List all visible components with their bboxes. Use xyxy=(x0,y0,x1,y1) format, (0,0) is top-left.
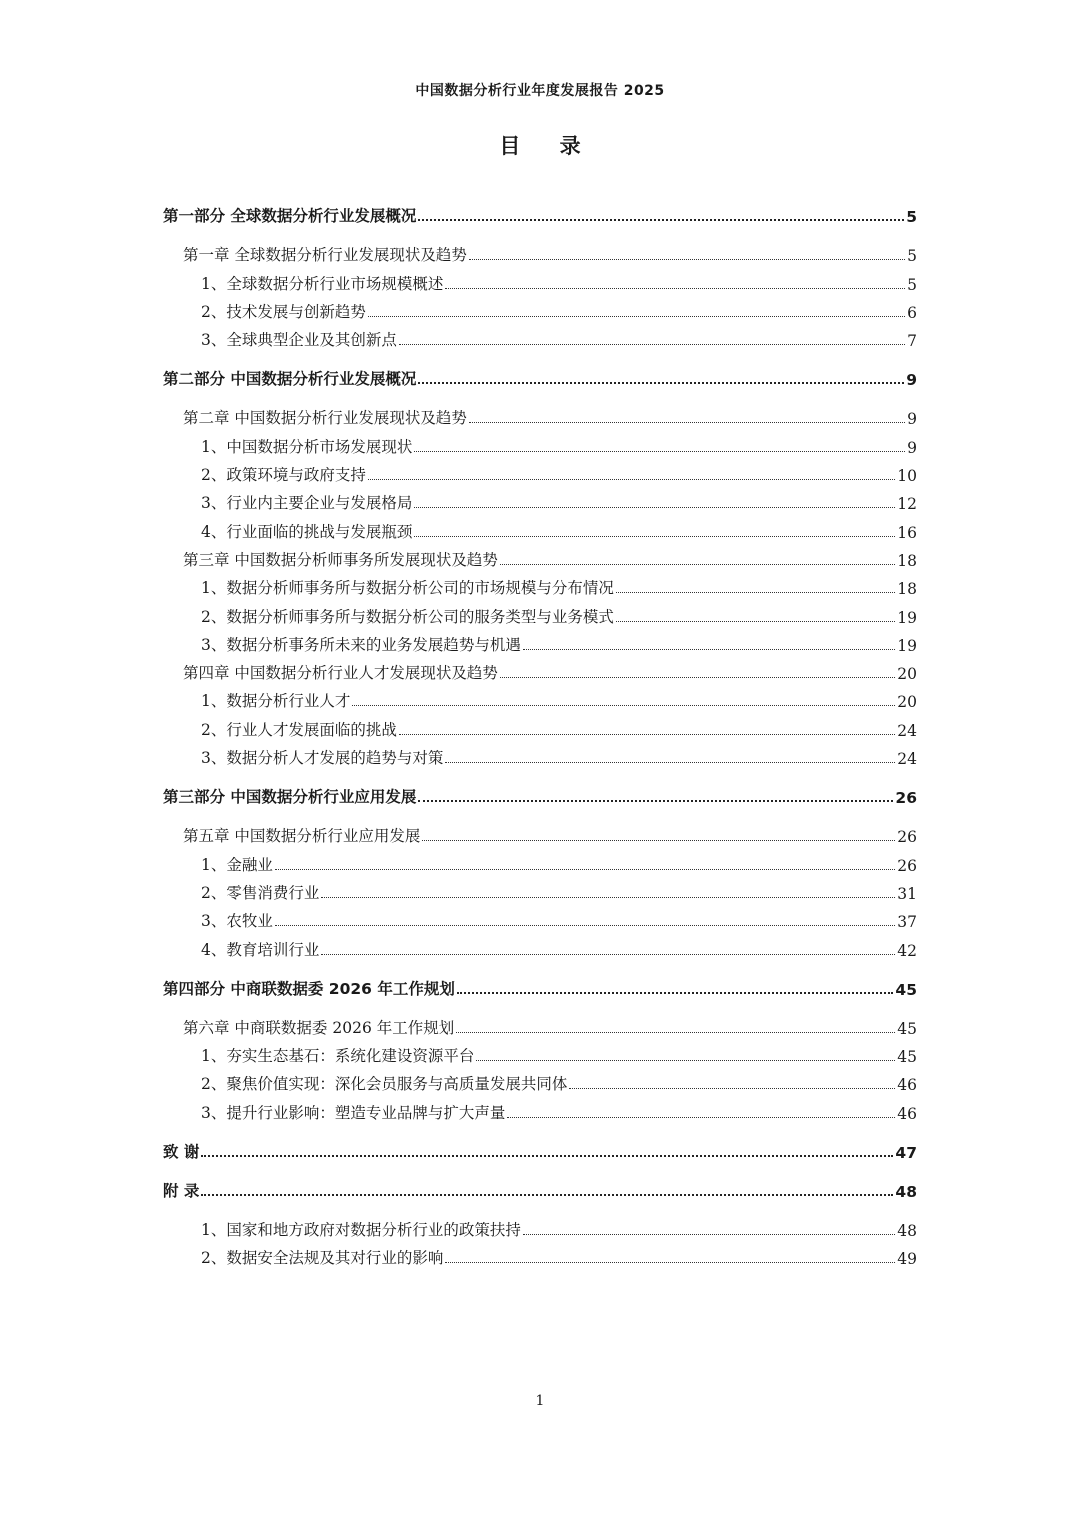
toc-entry-section[interactable] xyxy=(163,294,917,322)
dot-leader xyxy=(414,451,905,452)
toc-entry-page: 7 xyxy=(907,332,917,351)
toc-entry-chapter[interactable] xyxy=(163,655,917,683)
dot-leader xyxy=(523,1234,895,1235)
toc-entry-page: 20 xyxy=(897,665,917,684)
toc-entry-section[interactable] xyxy=(163,265,917,293)
dot-leader xyxy=(321,954,895,955)
dot-leader xyxy=(201,1155,893,1157)
toc-entry-page: 12 xyxy=(897,495,917,514)
toc-entry-section[interactable] xyxy=(163,457,917,485)
dot-leader xyxy=(445,1262,895,1263)
dot-leader xyxy=(418,382,904,384)
toc-entry-page: 26 xyxy=(897,828,917,847)
toc-entry-part[interactable] xyxy=(163,971,917,999)
toc-entry-chapter[interactable] xyxy=(163,542,917,570)
table-of-contents xyxy=(163,198,917,1268)
toc-entry-page: 19 xyxy=(897,636,917,655)
dot-leader xyxy=(445,288,905,289)
toc-entry-section[interactable] xyxy=(163,875,917,903)
toc-entry-page: 9 xyxy=(907,438,917,457)
toc-entry-part[interactable] xyxy=(163,361,917,389)
toc-entry-page: 49 xyxy=(897,1250,917,1269)
toc-entry-section[interactable] xyxy=(163,846,917,874)
toc-entry-label: 致 谢 xyxy=(163,1142,200,1161)
toc-entry-section[interactable] xyxy=(163,1094,917,1122)
toc-entry-label: 第一章 全球数据分析行业发展现状及趋势 xyxy=(183,246,467,265)
toc-entry-label: 3、数据分析人才发展的趋势与对策 xyxy=(201,749,444,768)
toc-entry-section[interactable] xyxy=(163,1066,917,1094)
toc-entry-label: 2、行业人才发展面临的挑战 xyxy=(201,720,397,739)
toc-entry-section[interactable] xyxy=(163,1038,917,1066)
toc-entry-label: 1、全球数据分析行业市场规模概述 xyxy=(201,274,444,293)
toc-entry-section[interactable] xyxy=(163,627,917,655)
dot-leader xyxy=(414,536,895,537)
dot-leader xyxy=(457,992,894,994)
dot-leader xyxy=(569,1088,895,1089)
toc-entry-label: 3、提升行业影响：塑造专业品牌与扩大声量 xyxy=(201,1103,506,1122)
toc-entry-section[interactable] xyxy=(163,570,917,598)
toc-entry-label: 1、数据分析行业人才 xyxy=(201,692,351,711)
toc-entry-page: 37 xyxy=(897,913,917,932)
toc-entry-page: 46 xyxy=(897,1076,917,1095)
toc-entry-page: 5 xyxy=(907,275,917,294)
page-number: 1 xyxy=(535,1393,545,1409)
toc-entry-label: 2、政策环境与政府支持 xyxy=(201,466,366,485)
dot-leader xyxy=(422,840,895,841)
toc-entry-section[interactable] xyxy=(163,711,917,739)
dot-leader xyxy=(352,705,895,706)
toc-entry-page: 45 xyxy=(895,980,917,999)
dot-leader xyxy=(523,649,895,650)
dot-leader xyxy=(368,316,905,317)
toc-entry-label: 2、零售消费行业 xyxy=(201,883,320,902)
toc-entry-section[interactable] xyxy=(163,322,917,350)
toc-entry-page: 9 xyxy=(906,371,917,390)
toc-entry-chapter[interactable] xyxy=(163,400,917,428)
toc-entry-label: 1、金融业 xyxy=(201,855,273,874)
toc-entry-label: 3、数据分析事务所未来的业务发展趋势与机遇 xyxy=(201,635,521,654)
toc-entry-page: 42 xyxy=(897,941,917,960)
toc-entry-part[interactable] xyxy=(163,779,917,807)
toc-entry-page: 26 xyxy=(895,789,917,808)
toc-entry-page: 48 xyxy=(897,1222,917,1241)
dot-leader xyxy=(500,564,895,565)
toc-entry-label: 附 录 xyxy=(163,1181,200,1200)
dot-leader xyxy=(201,1194,893,1196)
dot-leader xyxy=(399,734,895,735)
toc-entry-page: 16 xyxy=(897,523,917,542)
toc-entry-section[interactable] xyxy=(163,428,917,456)
toc-entry-page: 5 xyxy=(907,247,917,266)
toc-entry-page: 46 xyxy=(897,1104,917,1123)
dot-leader xyxy=(445,762,895,763)
toc-entry-label: 2、技术发展与创新趋势 xyxy=(201,302,366,321)
toc-entry-page: 45 xyxy=(897,1019,917,1038)
toc-entry-label: 第五章 中国数据分析行业应用发展 xyxy=(183,827,421,846)
toc-entry-page: 20 xyxy=(897,693,917,712)
dot-leader xyxy=(616,592,895,593)
toc-entry-section[interactable] xyxy=(163,683,917,711)
toc-entry-page: 48 xyxy=(895,1182,917,1201)
toc-entry-label: 第三部分 中国数据分析行业应用发展 xyxy=(163,788,417,807)
toc-entry-page: 26 xyxy=(897,856,917,875)
toc-entry-chapter[interactable] xyxy=(163,237,917,265)
dot-leader xyxy=(507,1117,895,1118)
toc-entry-page: 10 xyxy=(897,467,917,486)
toc-entry-label: 1、夯实生态基石：系统化建设资源平台 xyxy=(201,1047,475,1066)
toc-entry-label: 1、数据分析师事务所与数据分析公司的市场规模与分布情况 xyxy=(201,579,614,598)
toc-entry-section[interactable] xyxy=(163,1212,917,1240)
dot-leader xyxy=(616,621,895,622)
toc-entry-part[interactable] xyxy=(163,1134,917,1162)
toc-entry-label: 1、中国数据分析市场发展现状 xyxy=(201,437,413,456)
toc-entry-page: 19 xyxy=(897,608,917,627)
dot-leader xyxy=(399,344,905,345)
dot-leader xyxy=(368,479,895,480)
toc-entry-section[interactable] xyxy=(163,485,917,513)
toc-entry-part[interactable] xyxy=(163,1173,917,1201)
toc-entry-label: 第二部分 中国数据分析行业发展概况 xyxy=(163,370,417,389)
toc-entry-label: 3、农牧业 xyxy=(201,912,273,931)
toc-entry-section[interactable] xyxy=(163,903,917,931)
toc-entry-label: 3、全球典型企业及其创新点 xyxy=(201,331,397,350)
dot-leader xyxy=(469,259,905,260)
toc-entry-page: 18 xyxy=(897,551,917,570)
dot-leader xyxy=(456,1032,895,1033)
toc-entry-page: 24 xyxy=(897,721,917,740)
toc-entry-section[interactable] xyxy=(163,740,917,768)
dot-leader xyxy=(469,422,905,423)
toc-entry-label: 第一部分 全球数据分析行业发展概况 xyxy=(163,207,417,225)
dot-leader xyxy=(414,507,895,508)
toc-entry-page: 45 xyxy=(897,1048,917,1067)
dot-leader xyxy=(418,800,893,802)
toc-entry-page: 18 xyxy=(897,580,917,599)
dot-leader xyxy=(321,897,895,898)
toc-entry-label: 第四部分 中商联数据委 2026 年工作规划 xyxy=(163,979,455,998)
running-header: 中国数据分析行业年度发展报告 2025 xyxy=(415,83,665,99)
toc-entry-section[interactable] xyxy=(163,931,917,959)
toc-entry-page: 5 xyxy=(906,208,917,226)
toc-entry-label: 第二章 中国数据分析行业发展现状及趋势 xyxy=(183,409,467,428)
dot-leader xyxy=(476,1060,895,1061)
toc-entry-label: 4、教育培训行业 xyxy=(201,940,320,959)
toc-entry-label: 2、聚焦价值实现：深化会员服务与高质量发展共同体 xyxy=(201,1075,568,1094)
toc-entry-chapter[interactable] xyxy=(163,1010,917,1038)
toc-entry-chapter[interactable] xyxy=(163,818,917,846)
toc-entry-label: 2、数据分析师事务所与数据分析公司的服务类型与业务模式 xyxy=(201,607,614,626)
toc-entry-label: 第四章 中国数据分析行业人才发展现状及趋势 xyxy=(183,664,498,683)
dot-leader xyxy=(500,677,895,678)
toc-entry-section[interactable] xyxy=(163,598,917,626)
toc-entry-label: 2、数据安全法规及其对行业的影响 xyxy=(201,1249,444,1268)
toc-entry-part[interactable] xyxy=(163,198,917,226)
dot-leader xyxy=(275,925,895,926)
dot-leader xyxy=(275,869,895,870)
toc-title: 目 录 xyxy=(499,134,597,158)
toc-entry-section[interactable] xyxy=(163,513,917,541)
toc-entry-page: 24 xyxy=(897,750,917,769)
toc-entry-label: 4、行业面临的挑战与发展瓶颈 xyxy=(201,522,413,541)
toc-entry-page: 47 xyxy=(895,1143,917,1162)
toc-entry-label: 第六章 中商联数据委 2026 年工作规划 xyxy=(183,1018,455,1037)
dot-leader xyxy=(418,219,904,221)
toc-entry-label: 3、行业内主要企业与发展格局 xyxy=(201,494,413,513)
toc-entry-section[interactable] xyxy=(163,1240,917,1268)
toc-entry-page: 6 xyxy=(907,303,917,322)
toc-entry-page: 31 xyxy=(897,884,917,903)
toc-entry-label: 1、国家和地方政府对数据分析行业的政策扶持 xyxy=(201,1221,521,1240)
toc-entry-label: 第三章 中国数据分析师事务所发展现状及趋势 xyxy=(183,550,498,569)
toc-entry-page: 9 xyxy=(907,410,917,429)
